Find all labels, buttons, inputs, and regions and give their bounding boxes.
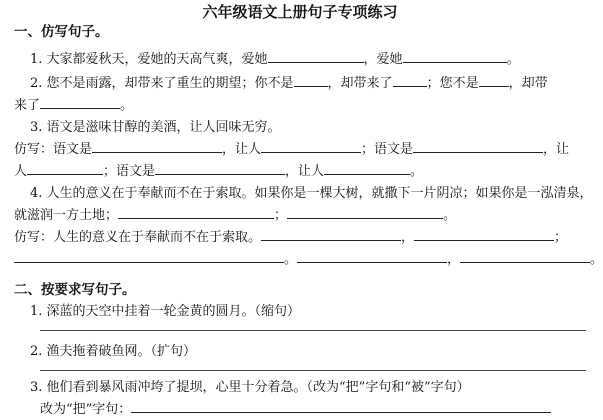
- question-1-1: [30, 50, 520, 68]
- answer-blank[interactable]: [155, 162, 285, 175]
- answer-blank[interactable]: [40, 96, 120, 109]
- question-1-3: 3. 语文是滋味甘醇的美酒，让人回味无穷。: [30, 120, 281, 135]
- answer-line[interactable]: [40, 330, 586, 331]
- answer-blank[interactable]: [403, 50, 507, 63]
- q1-text-a: 1. 大家都爱秋天，爱她的天高气爽，爱她: [30, 52, 268, 67]
- question-1-3-imitate-cont: [14, 162, 423, 180]
- question-2-1: 1. 深蓝的天空中挂着一轮金黄的圆月。（缩句）: [30, 304, 301, 319]
- answer-blank[interactable]: [460, 250, 590, 263]
- answer-blank[interactable]: [261, 140, 361, 153]
- answer-blank[interactable]: [27, 162, 103, 175]
- q4-fx2-b: ，: [447, 252, 461, 267]
- answer-blank[interactable]: [14, 250, 284, 263]
- answer-blank[interactable]: [414, 228, 554, 241]
- answer-blank[interactable]: [287, 206, 443, 219]
- answer-blank[interactable]: [479, 74, 509, 87]
- q3-fx-d: ，让: [543, 142, 570, 157]
- question-1-4-imitate-cont: [14, 250, 603, 268]
- q4-t2c: 。: [443, 208, 457, 223]
- question-2-2: 2. 渔夫拖着破鱼网。（扩句）: [30, 344, 197, 359]
- q4-fx2-a: 。: [284, 252, 298, 267]
- q3-fx2-c: ，让人: [285, 164, 325, 179]
- question-1-2-cont: [14, 96, 133, 114]
- q2-text-b: ，却带来了: [327, 76, 393, 91]
- question-1-4: 4. 人生的意义在于奉献而不在于索取。如果你是一棵大树，就撒下一片阴凉；如果你是一泓清泉，: [30, 186, 593, 201]
- q4-fx-a: 仿写：人生的意义在于奉献而不在于索取。: [14, 230, 262, 245]
- q1-text-c: 。: [506, 52, 520, 67]
- question-1-4-cont: [14, 206, 456, 224]
- question-2-3: 3. 他们看到暴风雨冲垮了提坝，心里十分着急。（改为“把”字句和“被”字句）: [30, 380, 470, 395]
- q3-fx2-a: 人: [14, 164, 28, 179]
- answer-line[interactable]: [40, 370, 586, 371]
- section-1-heading: 一、仿写句子。: [14, 24, 109, 40]
- q3-fx2-d: 。: [410, 164, 424, 179]
- answer-blank[interactable]: [324, 162, 410, 175]
- answer-blank[interactable]: [118, 206, 274, 219]
- page-title: 六年级语文上册句子专项练习: [202, 3, 398, 21]
- answer-blank[interactable]: [261, 228, 401, 241]
- q2-text-d: ，却带: [508, 76, 548, 91]
- answer-blank[interactable]: [297, 250, 447, 263]
- q4-fx-b: ，: [401, 230, 415, 245]
- q2-3a-label: 改为“把”字句：: [40, 402, 132, 417]
- question-2-3a: [40, 400, 551, 418]
- answer-blank[interactable]: [92, 140, 222, 153]
- q3-fx-b: ，让人: [222, 142, 262, 157]
- section-2-heading: 二、按要求写句子。: [14, 282, 136, 298]
- q2-text-a: 2. 您不是雨露，却带来了重生的期望；你不是: [30, 76, 294, 91]
- q2-text-c: ；您不是: [426, 76, 479, 91]
- answer-blank[interactable]: [413, 140, 543, 153]
- q1-text-b: ，爱她: [363, 52, 403, 67]
- answer-blank[interactable]: [268, 50, 364, 63]
- q4-t2b: ；: [274, 208, 288, 223]
- q4-fx-c: ；: [554, 230, 568, 245]
- q3-fx-a: 仿写：语文是: [14, 142, 93, 157]
- q3-fx-c: ；语文是: [361, 142, 414, 157]
- question-1-2: [30, 74, 548, 92]
- q2-text-f: 。: [120, 98, 134, 113]
- q4-t2a: 就滋润一方土地；: [14, 208, 119, 223]
- question-1-4-imitate: [14, 228, 567, 246]
- q4-fx2-c: 。: [590, 252, 603, 267]
- answer-blank[interactable]: [393, 74, 427, 87]
- q2-text-e: 来了: [14, 98, 41, 113]
- answer-blank[interactable]: [131, 400, 551, 413]
- answer-blank[interactable]: [294, 74, 328, 87]
- question-1-3-imitate: [14, 140, 569, 158]
- q3-fx2-b: ；语文是: [103, 164, 156, 179]
